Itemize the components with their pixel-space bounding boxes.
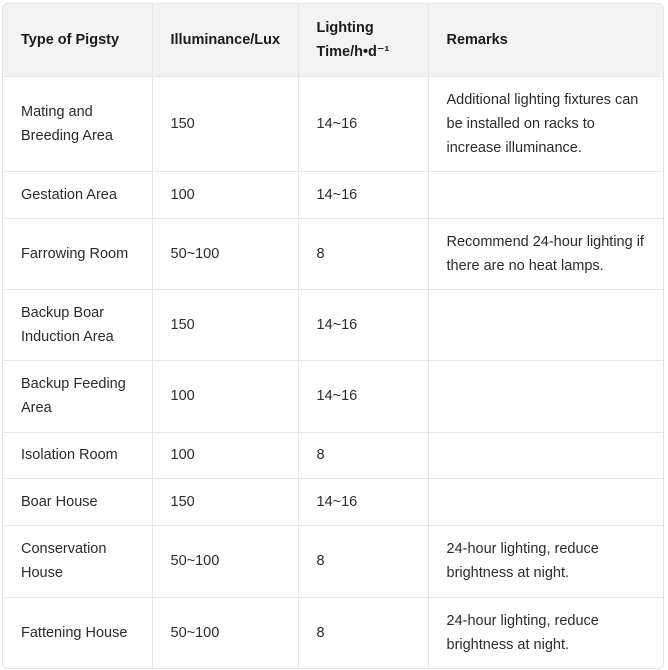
cell-type: Backup Boar Induction Area: [3, 289, 152, 360]
cell-remarks: [428, 478, 663, 525]
cell-lighting-time: 8: [298, 432, 428, 478]
cell-remarks: [428, 360, 663, 432]
cell-lighting-time: 14~16: [298, 171, 428, 218]
cell-remarks: Additional lighting fixtures can be installed on racks to increase illuminance.: [428, 76, 663, 171]
cell-remarks: 24-hour lighting, reduce brightness at night.: [428, 525, 663, 597]
header-illuminance: Illuminance/Lux: [152, 4, 298, 76]
table-row: [3, 289, 663, 360]
header-type-of-pigsty: Type of Pigsty: [3, 4, 152, 76]
cell-illuminance: 100: [152, 171, 298, 218]
cell-remarks: [428, 432, 663, 478]
cell-illuminance: 150: [152, 289, 298, 360]
cell-lighting-time: 8: [298, 597, 428, 668]
pigsty-lighting-table-container: [2, 3, 664, 669]
table-row: [3, 76, 663, 171]
cell-illuminance: 50~100: [152, 525, 298, 597]
cell-illuminance: 50~100: [152, 597, 298, 668]
cell-lighting-time: 8: [298, 525, 428, 597]
table-row: [3, 525, 663, 597]
cell-illuminance: 100: [152, 360, 298, 432]
cell-remarks: Recommend 24-hour lighting if there are no heat lamps.: [428, 218, 663, 289]
cell-lighting-time: 14~16: [298, 478, 428, 525]
cell-remarks: [428, 289, 663, 360]
cell-lighting-time: 8: [298, 218, 428, 289]
cell-type: Gestation Area: [3, 171, 152, 218]
cell-illuminance: 100: [152, 432, 298, 478]
pigsty-lighting-table: [3, 4, 663, 668]
table-row: [3, 432, 663, 478]
cell-type: Farrowing Room: [3, 218, 152, 289]
cell-type: Mating and Breeding Area: [3, 76, 152, 171]
cell-lighting-time: 14~16: [298, 76, 428, 171]
table-row: [3, 597, 663, 668]
cell-lighting-time: 14~16: [298, 289, 428, 360]
cell-illuminance: 150: [152, 76, 298, 171]
cell-illuminance: 150: [152, 478, 298, 525]
cell-remarks: 24-hour lighting, reduce brightness at night.: [446, 612, 599, 653]
table-header-row: [3, 4, 663, 76]
header-remarks: Remarks: [428, 4, 663, 76]
table-row: [3, 218, 663, 289]
table-row: [3, 171, 663, 218]
cell-lighting-time: 14~16: [298, 360, 428, 432]
table-row: [3, 478, 663, 525]
cell-type: Fattening House: [3, 597, 152, 668]
cell-type: Conservation House: [3, 525, 152, 597]
cell-type: Backup Feeding Area: [3, 360, 152, 432]
cell-type: Boar House: [3, 478, 152, 525]
header-lighting-time: Lighting Time/h•d⁻¹: [298, 4, 428, 76]
table-row: [3, 360, 663, 432]
cell-remarks: [428, 171, 663, 218]
cell-illuminance: 50~100: [152, 218, 298, 289]
cell-type: Isolation Room: [3, 432, 152, 478]
